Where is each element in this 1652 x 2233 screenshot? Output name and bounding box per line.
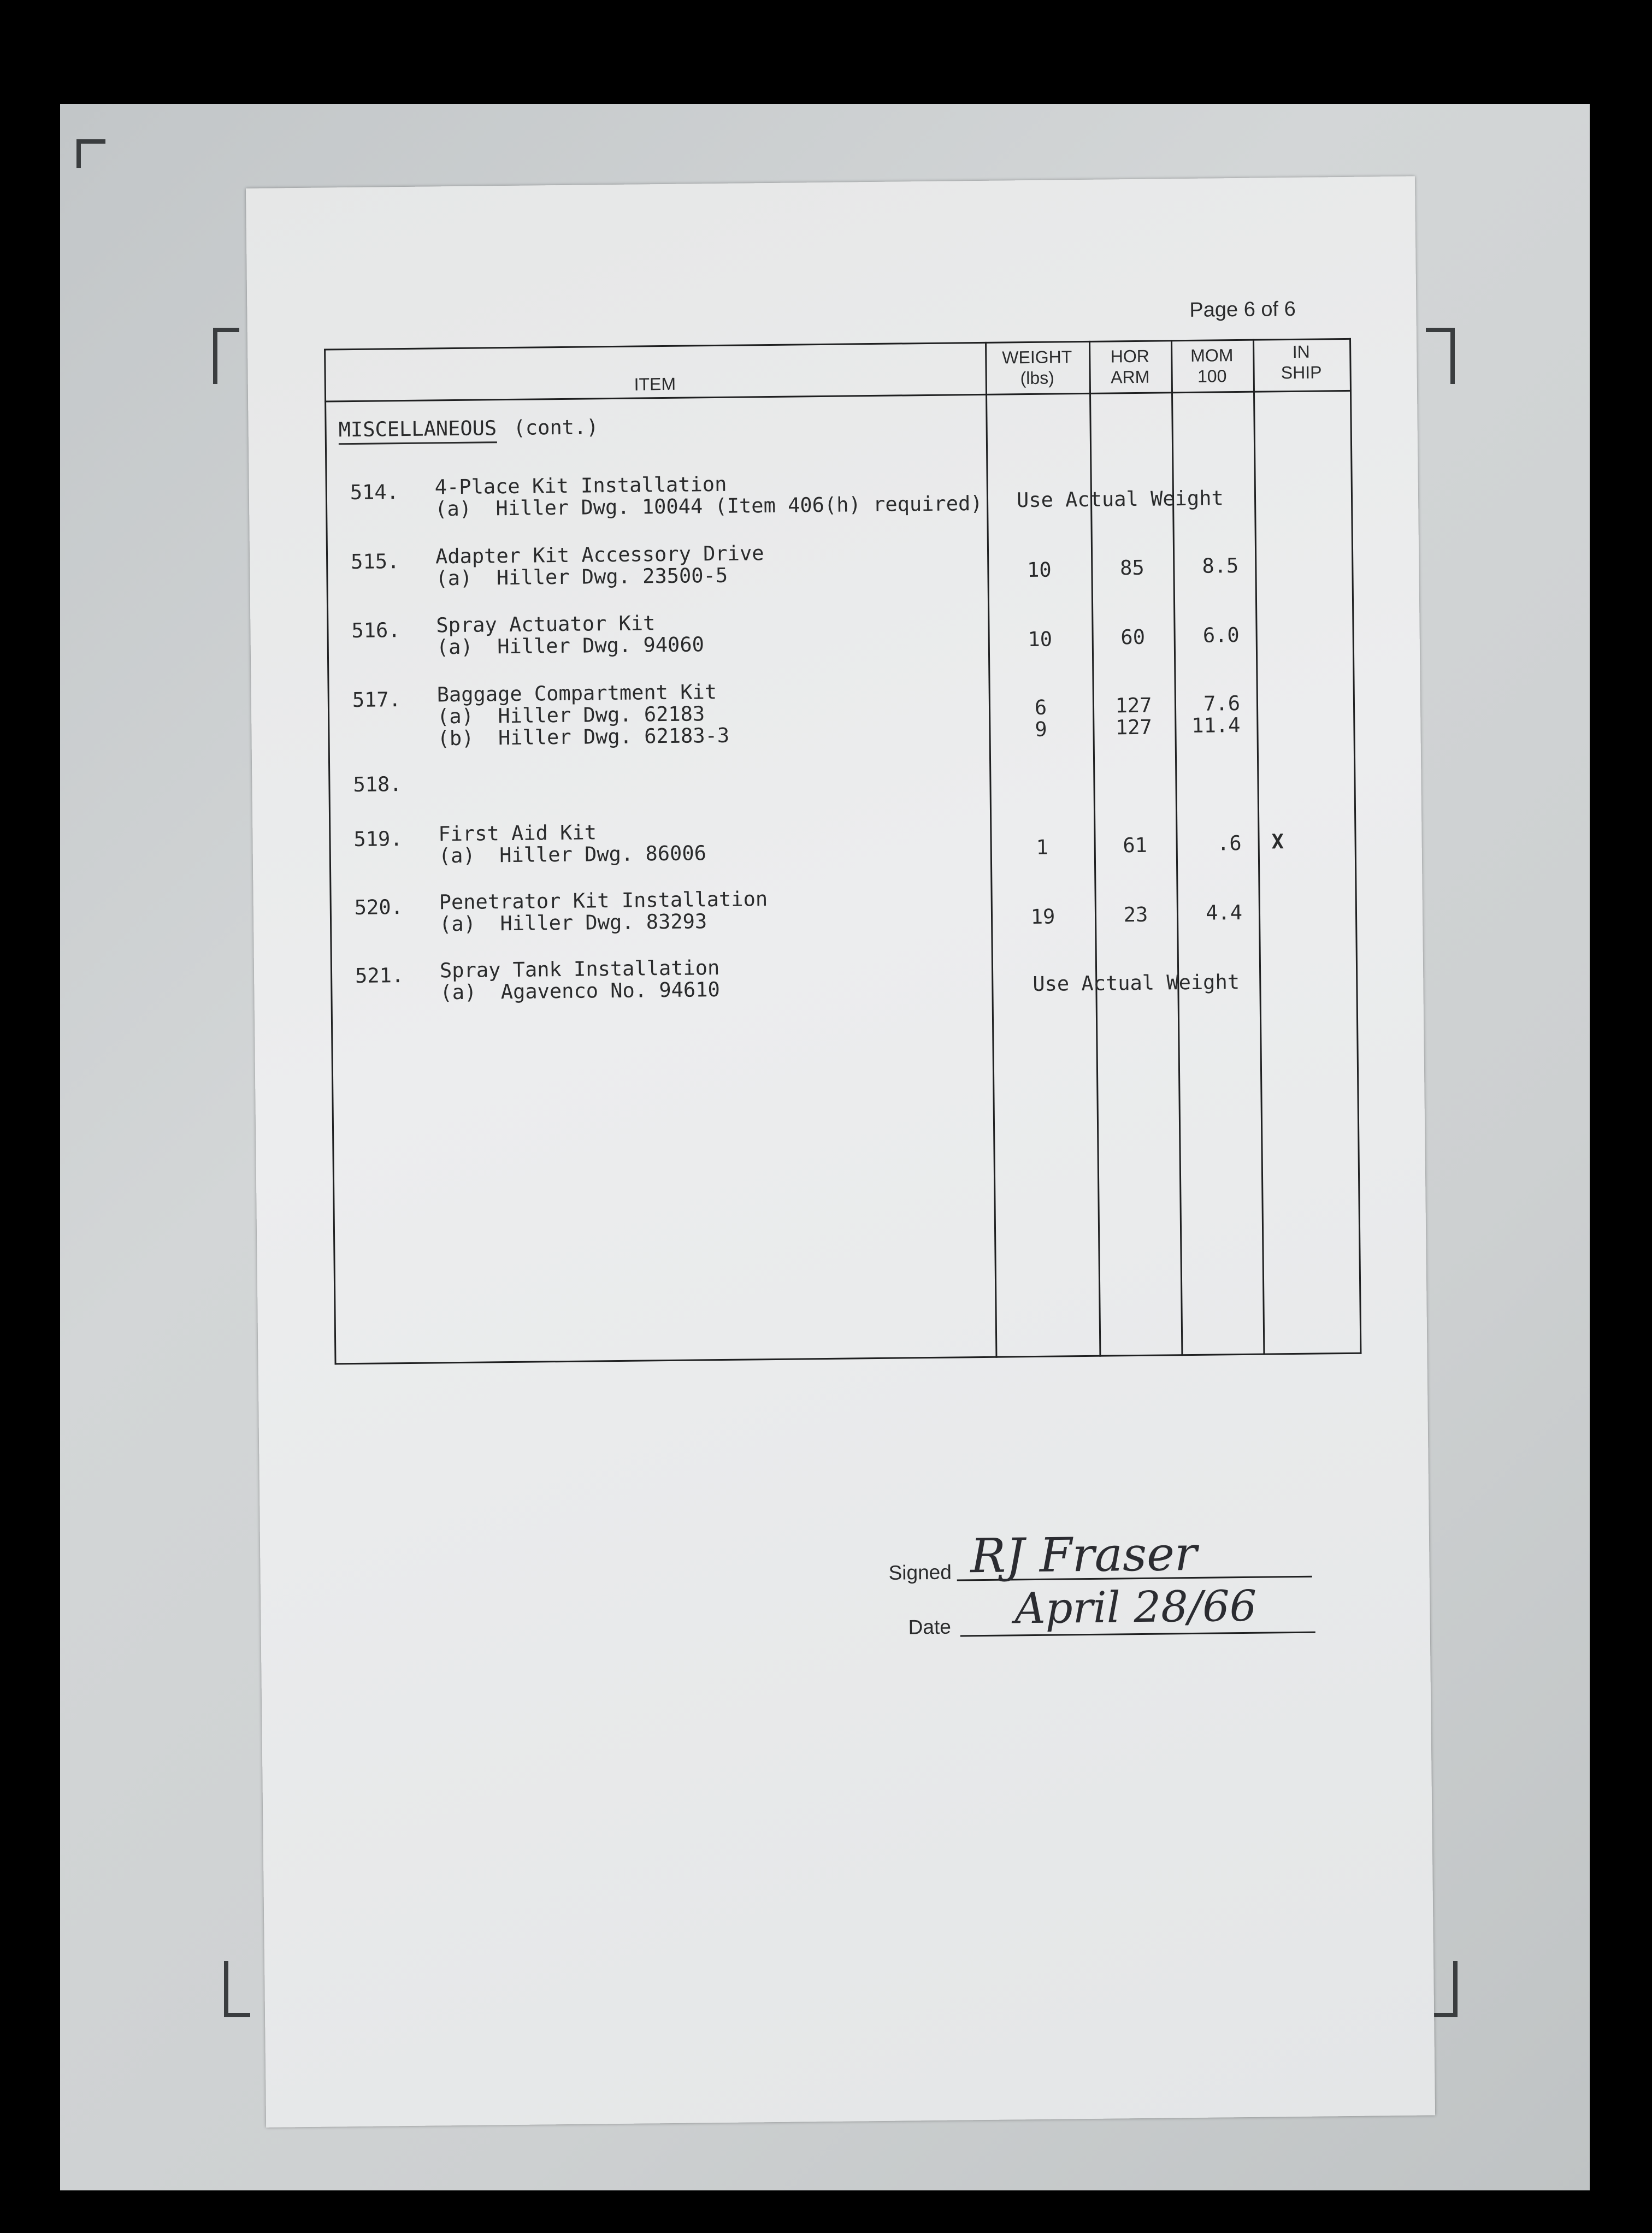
mom-value: 4.4 — [1205, 900, 1243, 925]
weight-value: 9 — [1035, 717, 1047, 741]
item-number: 515. — [350, 550, 400, 574]
weight-value: 19 — [1030, 905, 1055, 929]
document-page — [246, 176, 1435, 2128]
item-sub: (a) Hiller Dwg. 83293 — [439, 909, 707, 936]
table-right-border — [1349, 338, 1361, 1354]
item-sub: (a) Hiller Dwg. 86006 — [438, 841, 707, 868]
section-suffix: (cont.) — [513, 415, 599, 440]
weight-value: 1 — [1036, 835, 1049, 859]
item-sub: (b) Hiller Dwg. 62183-3 — [437, 723, 730, 751]
column-divider-inship — [1253, 339, 1265, 1355]
item-sub: (a) Hiller Dwg. 62183 — [436, 702, 705, 729]
weight-value: 6 — [1034, 695, 1047, 719]
header-weight: WEIGHT (lbs) — [1002, 347, 1072, 388]
table-left-border — [324, 348, 336, 1364]
mom-value: 8.5 — [1202, 554, 1239, 578]
arm-value: 85 — [1119, 556, 1144, 580]
header-mom: MOM 100 — [1190, 345, 1234, 386]
item-title: Baggage Compartment Kit — [436, 680, 717, 707]
signature: RJ Fraser — [970, 1526, 1197, 1584]
item-title: Spray Tank Installation — [439, 955, 720, 983]
item-sub: (a) Hiller Dwg. 23500-5 — [435, 563, 728, 590]
item-sub: (a) Hiller Dwg. 94060 — [436, 633, 705, 659]
arm-value: 127 — [1115, 693, 1152, 718]
item-number: 519. — [353, 827, 403, 851]
item-title: First Aid Kit — [438, 820, 597, 846]
arm-value: 127 — [1115, 715, 1153, 740]
weight-table — [324, 338, 1361, 1365]
date-handwritten: April 28/66 — [1014, 1581, 1257, 1634]
mom-value: 6.0 — [1202, 623, 1240, 647]
page-number: Page 6 of 6 — [1189, 297, 1296, 322]
signed-label: Signed — [888, 1561, 952, 1584]
item-title: Penetrator Kit Installation — [439, 887, 768, 914]
mom-value: .6 — [1217, 831, 1242, 855]
date-label: Date — [908, 1615, 952, 1639]
arm-value: 23 — [1123, 902, 1148, 927]
item-sub: (a) Agavenco No. 94610 — [440, 977, 720, 1005]
item-number: 520. — [354, 895, 404, 919]
date-line — [960, 1632, 1315, 1637]
arm-value: 60 — [1120, 625, 1146, 649]
item-number: 517. — [352, 688, 402, 712]
item-sub: (a) Hiller Dwg. 10044 (Item 406(h) required) — [434, 491, 983, 521]
header-hor-arm: HOR ARM — [1110, 346, 1150, 387]
section-heading: MISCELLANEOUS — [338, 418, 497, 445]
item-number: 514. — [350, 480, 399, 505]
item-number: 516. — [351, 618, 400, 643]
item-title: Adapter Kit Accessory Drive — [435, 541, 764, 569]
in-ship-mark: X — [1271, 830, 1284, 854]
mom-value: 7.6 — [1203, 691, 1241, 716]
weight-value: 10 — [1026, 558, 1052, 582]
weight-value: 10 — [1028, 627, 1053, 652]
item-title: Spray Actuator Kit — [436, 611, 656, 637]
header-in-ship: IN SHIP — [1281, 341, 1322, 383]
use-actual-weight-note: Use Actual Weight — [1016, 486, 1224, 512]
crop-mark-upper-right — [1426, 328, 1455, 384]
mom-value: 11.4 — [1191, 713, 1241, 737]
table-bottom-border — [335, 1352, 1362, 1365]
header-item: ITEM — [634, 374, 676, 394]
crop-mark-upper-left — [213, 328, 239, 384]
item-number: 518. — [353, 772, 402, 797]
crop-mark-lower-left — [224, 1961, 250, 2017]
crop-mark-top-left — [76, 139, 105, 168]
use-actual-weight-note: Use Actual Weight — [1032, 970, 1240, 996]
item-title: 4-Place Kit Installation — [434, 472, 727, 499]
arm-value: 61 — [1123, 833, 1148, 858]
item-number: 521. — [355, 964, 404, 988]
crop-mark-lower-right — [1431, 1961, 1458, 2017]
